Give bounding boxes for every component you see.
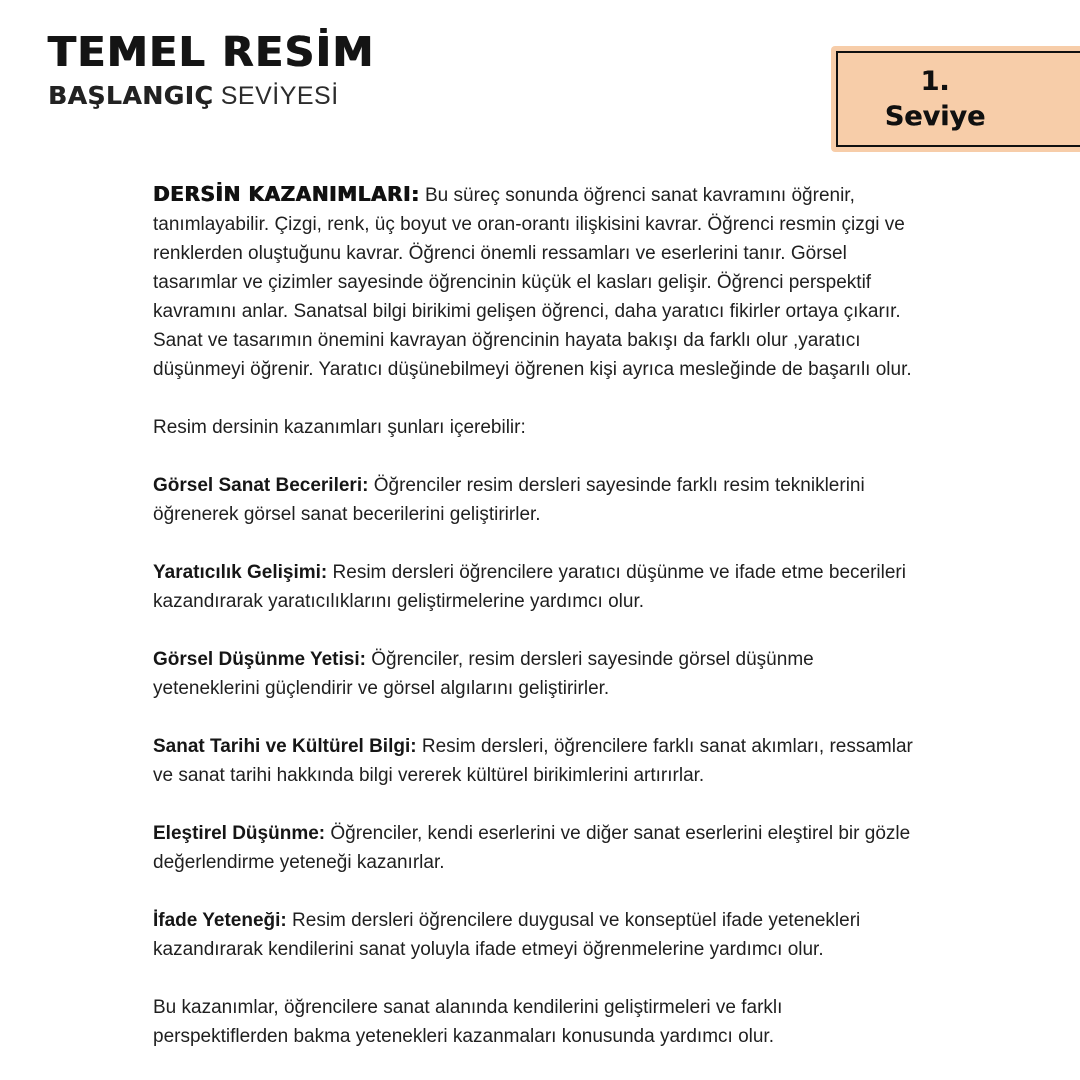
level-badge xyxy=(831,46,1080,152)
intro-text: Bu süreç sonunda öğrenci sanat kavramını öğrenir, tanımlayabilir. Çizgi, renk, üç boyut ve oran-orantı ilişkisini kavrar. Öğrenci resmin çizgi ve renklerden oluştuğunu kavrar. Öğrenci önemli ressamları ve eserlerini tanır. Görsel tasarımlar ve çizimler sayesinde öğrencinin küçük el kasları gelişir. Öğrenci perspektif kavramını anlar. Sanatsal bilgi birikimi gelişen öğrenci, daha yaratıcı fikirler ortaya çıkarır. Sanat ve tasarımın önemini kavrayan öğrencinin hayata bakışı da farklı olur ,yaratıcı düşünmeyi öğrenir. Yaratıcı düşünebilmeyi öğrenen kişi ayrıca mesleğinde de başarılı olur. xyxy=(153,185,912,380)
document-body xyxy=(153,180,921,1080)
list-item xyxy=(153,819,921,877)
header xyxy=(48,30,375,111)
item-text: Öğrenciler, kendi eserlerini ve diğer sanat eserlerini eleştirel bir gözle değerlendirme yeteneği kazanırlar. xyxy=(153,823,911,873)
item-text: Öğrenciler, resim dersleri sayesinde görsel düşünme yeteneklerini güçlendirir ve görsel algılarını geliştirirler. xyxy=(153,649,814,699)
level-badge-label: Seviye xyxy=(884,101,986,132)
intro-heading: DERSİN KAZANIMLARI: xyxy=(153,182,420,206)
item-text: Öğrenciler resim dersleri sayesinde farklı resim tekniklerini öğrenerek görsel sanat becerilerini geliştirirler. xyxy=(153,475,865,525)
page-subtitle xyxy=(48,81,375,111)
item-text: Resim dersleri, öğrencilere farklı sanat akımları, ressamlar ve sanat tarihi hakkında bilgi vererek kültürel birikimlerini artırırlar. xyxy=(153,736,913,786)
item-label: İfade Yeteneği: xyxy=(153,910,287,931)
list-item xyxy=(153,732,921,790)
page-title: TEMEL RESİM xyxy=(48,28,375,76)
level-badge-frame xyxy=(836,51,1080,147)
subtitle-light: SEVİYESİ xyxy=(220,82,339,111)
list-item xyxy=(153,906,921,964)
item-label: Yaratıcılık Gelişimi: xyxy=(153,562,328,583)
subtitle-bold: BAŞLANGIÇ xyxy=(48,81,214,111)
list-item xyxy=(153,645,921,703)
list-item xyxy=(153,471,921,529)
intro-paragraph xyxy=(153,180,921,384)
item-label: Görsel Sanat Becerileri: xyxy=(153,475,369,496)
item-label: Sanat Tarihi ve Kültürel Bilgi: xyxy=(153,736,417,757)
item-text: Resim dersleri öğrencilere duygusal ve konseptüel ifade yetenekleri kazandırarak kendilerini sanat yoluyla ifade etmeyi öğrenmelerine yardımcı olur. xyxy=(153,910,861,960)
item-label: Eleştirel Düşünme: xyxy=(153,823,326,844)
closing-paragraph: Bu kazanımlar, öğrencilere sanat alanında kendilerini geliştirmeleri ve farklı perspektiflerden bakma yetenekleri kazanmaları konusunda yardımcı olur. xyxy=(153,997,783,1047)
list-intro: Resim dersinin kazanımları şunları içerebilir: xyxy=(153,417,526,438)
item-label: Görsel Düşünme Yetisi: xyxy=(153,649,366,670)
list-item xyxy=(153,558,921,616)
level-badge-number: 1. xyxy=(920,65,950,97)
item-text: Resim dersleri öğrencilere yaratıcı düşünme ve ifade etme becerileri kazandırarak yaratıcılıklarını geliştirmelerine yardımcı olur. xyxy=(153,562,906,612)
